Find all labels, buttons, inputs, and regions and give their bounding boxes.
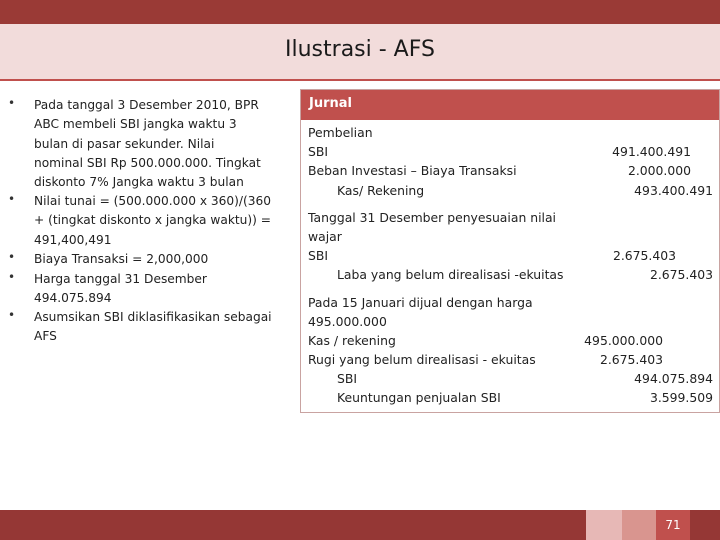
journal-row-text: Keuntungan penjualan SBI xyxy=(337,390,501,405)
journal-row-text: SBI xyxy=(337,371,358,386)
bullet-line: 491,400,491 xyxy=(34,232,112,247)
bullet-line: Harga tanggal 31 Desember xyxy=(34,272,207,286)
journal-row-text: Beban Investasi – Biaya Transaksi xyxy=(308,163,517,178)
bullet-line: bulan di pasar sekunder. Nilai xyxy=(34,136,215,151)
journal-credit: 2.675.403 xyxy=(649,267,713,282)
journal-credit: 494.075.894 xyxy=(634,371,713,386)
bullet-line: Asumsikan SBI diklasifikasikan sebagai xyxy=(34,310,272,324)
bullet-icon: • xyxy=(8,192,16,206)
bullet-line: Pada tanggal 3 Desember 2010, BPR xyxy=(34,98,259,112)
page-number: 71 xyxy=(665,518,681,532)
journal-row-text: SBI xyxy=(308,144,329,159)
journal-debit: 2.675.403 xyxy=(599,352,663,367)
journal-credit: 493.400.491 xyxy=(634,183,713,198)
bullet-icon: • xyxy=(8,96,16,110)
journal-row-text: Kas / rekening xyxy=(308,333,396,348)
footer-accent-block xyxy=(690,510,720,540)
bullet-line: 494.075.894 xyxy=(34,291,112,306)
journal-debit: 495.000.000 xyxy=(584,333,663,348)
journal-header-label: Jurnal xyxy=(309,96,352,111)
journal-row-text: Pembelian xyxy=(308,125,373,140)
bullet-line: AFS xyxy=(34,329,57,344)
journal-credit: 3.599.509 xyxy=(649,390,713,405)
footer-accent-block xyxy=(622,510,656,540)
journal-row-text: Kas/ Rekening xyxy=(337,183,425,198)
journal-debit: 2.675.403 xyxy=(612,248,676,263)
title-band xyxy=(0,24,720,79)
bullet-line: nominal SBI Rp 500.000.000. Tingkat xyxy=(34,155,261,170)
journal-row-text: Pada 15 Januari dijual dengan harga xyxy=(308,295,533,310)
journal-header xyxy=(301,90,719,120)
bullet-line: + (tingkat diskonto x jangka waktu)) = xyxy=(34,213,271,228)
top-bar xyxy=(0,0,720,24)
bullet-icon: • xyxy=(8,250,16,264)
journal-row-text: Rugi yang belum direalisasi - ekuitas xyxy=(308,352,536,367)
bullet-line: Biaya Transaksi = 2,000,000 xyxy=(34,252,209,266)
bullet-line: Nilai tunai = (500.000.000 x 360)/(360 xyxy=(34,194,272,208)
bullet-icon: • xyxy=(8,308,16,322)
journal-table xyxy=(300,89,720,413)
bullet-line: ABC membeli SBI jangka waktu 3 xyxy=(34,117,237,132)
journal-row-text: Tanggal 31 Desember penyesuaian nilai xyxy=(308,210,557,225)
bullet-line: diskonto 7% Jangka waktu 3 bulan xyxy=(34,175,244,190)
journal-row-text: wajar xyxy=(308,229,342,244)
title-divider xyxy=(0,79,720,81)
bullet-icon: • xyxy=(8,270,16,284)
journal-debit: 2.000.000 xyxy=(627,163,691,178)
journal-debit: 491.400.491 xyxy=(612,144,691,159)
journal-row-text: 495.000.000 xyxy=(308,314,387,329)
journal-row-text: Laba yang belum direalisasi -ekuitas xyxy=(337,267,564,282)
journal-row-text: SBI xyxy=(308,248,329,263)
slide-title: Ilustrasi - AFS xyxy=(285,37,435,62)
footer-accent-block xyxy=(586,510,622,540)
